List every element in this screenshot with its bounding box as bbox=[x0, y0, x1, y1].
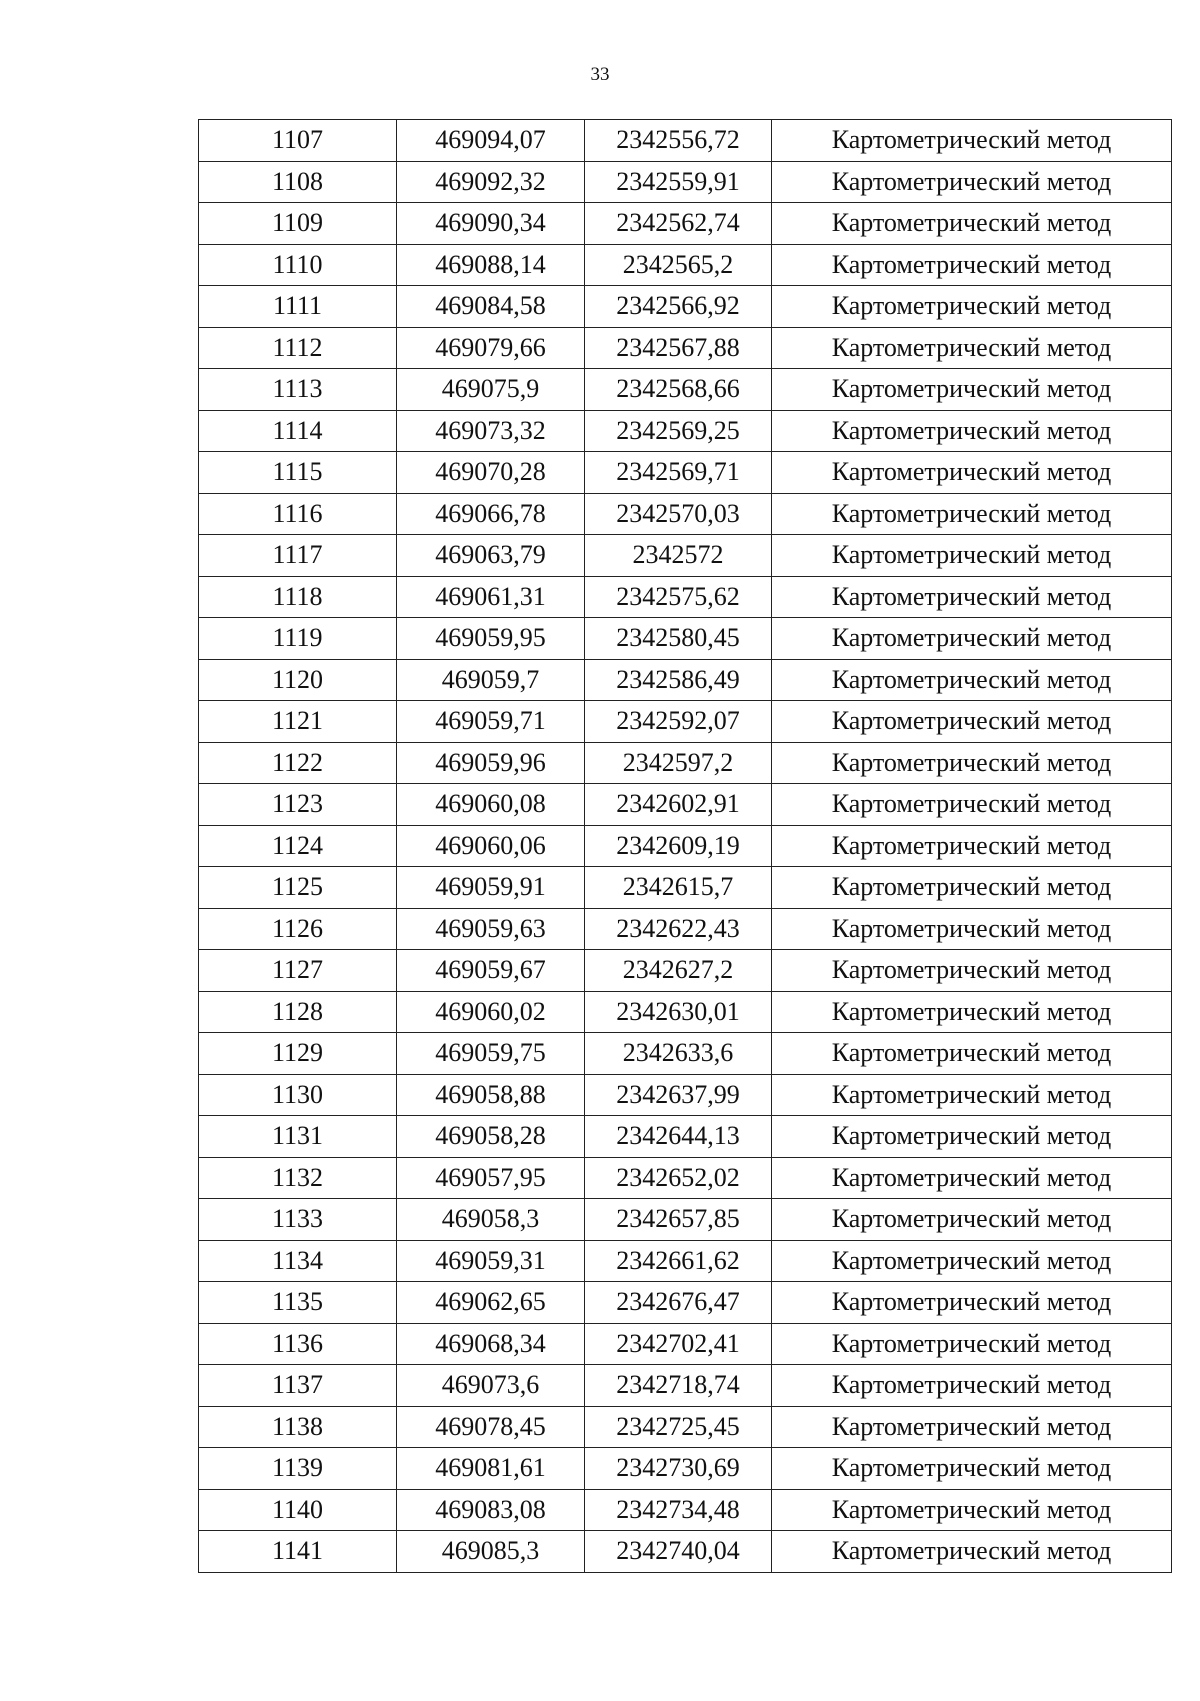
method-cell: Картометрический метод bbox=[772, 742, 1172, 784]
table-row bbox=[199, 950, 1172, 992]
table-row bbox=[199, 1323, 1172, 1365]
x-coordinate-cell: 469073,32 bbox=[397, 410, 585, 452]
x-coordinate-cell: 469059,75 bbox=[397, 1033, 585, 1075]
x-coordinate-cell: 469078,45 bbox=[397, 1406, 585, 1448]
method-cell: Картометрический метод bbox=[772, 493, 1172, 535]
x-coordinate-cell: 469092,32 bbox=[397, 161, 585, 203]
point-number-cell: 1111 bbox=[199, 286, 397, 328]
y-coordinate-cell: 2342661,62 bbox=[585, 1240, 772, 1282]
table-row bbox=[199, 327, 1172, 369]
y-coordinate-cell: 2342592,07 bbox=[585, 701, 772, 743]
point-number-cell: 1131 bbox=[199, 1116, 397, 1158]
table-row bbox=[199, 244, 1172, 286]
table-row bbox=[199, 369, 1172, 411]
x-coordinate-cell: 469059,7 bbox=[397, 659, 585, 701]
x-coordinate-cell: 469066,78 bbox=[397, 493, 585, 535]
coordinates-table-body bbox=[199, 120, 1172, 1573]
y-coordinate-cell: 2342740,04 bbox=[585, 1531, 772, 1573]
y-coordinate-cell: 2342637,99 bbox=[585, 1074, 772, 1116]
y-coordinate-cell: 2342562,74 bbox=[585, 203, 772, 245]
point-number-cell: 1112 bbox=[199, 327, 397, 369]
y-coordinate-cell: 2342575,62 bbox=[585, 576, 772, 618]
point-number-cell: 1119 bbox=[199, 618, 397, 660]
y-coordinate-cell: 2342566,92 bbox=[585, 286, 772, 328]
x-coordinate-cell: 469073,6 bbox=[397, 1365, 585, 1407]
table-row bbox=[199, 535, 1172, 577]
y-coordinate-cell: 2342730,69 bbox=[585, 1448, 772, 1490]
method-cell: Картометрический метод bbox=[772, 410, 1172, 452]
x-coordinate-cell: 469060,06 bbox=[397, 825, 585, 867]
method-cell: Картометрический метод bbox=[772, 244, 1172, 286]
x-coordinate-cell: 469085,3 bbox=[397, 1531, 585, 1573]
method-cell: Картометрический метод bbox=[772, 784, 1172, 826]
point-number-cell: 1132 bbox=[199, 1157, 397, 1199]
point-number-cell: 1110 bbox=[199, 244, 397, 286]
method-cell: Картометрический метод bbox=[772, 1157, 1172, 1199]
x-coordinate-cell: 469088,14 bbox=[397, 244, 585, 286]
y-coordinate-cell: 2342572 bbox=[585, 535, 772, 577]
y-coordinate-cell: 2342657,85 bbox=[585, 1199, 772, 1241]
point-number-cell: 1121 bbox=[199, 701, 397, 743]
x-coordinate-cell: 469090,34 bbox=[397, 203, 585, 245]
method-cell: Картометрический метод bbox=[772, 1365, 1172, 1407]
method-cell: Картометрический метод bbox=[772, 576, 1172, 618]
x-coordinate-cell: 469057,95 bbox=[397, 1157, 585, 1199]
y-coordinate-cell: 2342586,49 bbox=[585, 659, 772, 701]
method-cell: Картометрический метод bbox=[772, 1489, 1172, 1531]
point-number-cell: 1136 bbox=[199, 1323, 397, 1365]
point-number-cell: 1126 bbox=[199, 908, 397, 950]
method-cell: Картометрический метод bbox=[772, 1240, 1172, 1282]
table-row bbox=[199, 161, 1172, 203]
point-number-cell: 1116 bbox=[199, 493, 397, 535]
y-coordinate-cell: 2342718,74 bbox=[585, 1365, 772, 1407]
table-row bbox=[199, 1282, 1172, 1324]
y-coordinate-cell: 2342676,47 bbox=[585, 1282, 772, 1324]
table-row bbox=[199, 991, 1172, 1033]
point-number-cell: 1125 bbox=[199, 867, 397, 909]
y-coordinate-cell: 2342734,48 bbox=[585, 1489, 772, 1531]
point-number-cell: 1139 bbox=[199, 1448, 397, 1490]
method-cell: Картометрический метод bbox=[772, 659, 1172, 701]
method-cell: Картометрический метод bbox=[772, 950, 1172, 992]
table-row bbox=[199, 908, 1172, 950]
point-number-cell: 1108 bbox=[199, 161, 397, 203]
table-row bbox=[199, 1406, 1172, 1448]
table-row bbox=[199, 286, 1172, 328]
y-coordinate-cell: 2342567,88 bbox=[585, 327, 772, 369]
point-number-cell: 1109 bbox=[199, 203, 397, 245]
x-coordinate-cell: 469084,58 bbox=[397, 286, 585, 328]
x-coordinate-cell: 469060,02 bbox=[397, 991, 585, 1033]
method-cell: Картометрический метод bbox=[772, 1033, 1172, 1075]
x-coordinate-cell: 469068,34 bbox=[397, 1323, 585, 1365]
table-row bbox=[199, 1489, 1172, 1531]
table-row bbox=[199, 618, 1172, 660]
table-row bbox=[199, 825, 1172, 867]
method-cell: Картометрический метод bbox=[772, 618, 1172, 660]
y-coordinate-cell: 2342559,91 bbox=[585, 161, 772, 203]
y-coordinate-cell: 2342565,2 bbox=[585, 244, 772, 286]
point-number-cell: 1128 bbox=[199, 991, 397, 1033]
point-number-cell: 1114 bbox=[199, 410, 397, 452]
table-row bbox=[199, 1074, 1172, 1116]
table-row bbox=[199, 701, 1172, 743]
y-coordinate-cell: 2342609,19 bbox=[585, 825, 772, 867]
table-row bbox=[199, 1531, 1172, 1573]
table-row bbox=[199, 410, 1172, 452]
table-row bbox=[199, 1033, 1172, 1075]
method-cell: Картометрический метод bbox=[772, 452, 1172, 494]
method-cell: Картометрический метод bbox=[772, 1531, 1172, 1573]
x-coordinate-cell: 469059,96 bbox=[397, 742, 585, 784]
y-coordinate-cell: 2342569,71 bbox=[585, 452, 772, 494]
y-coordinate-cell: 2342725,45 bbox=[585, 1406, 772, 1448]
point-number-cell: 1113 bbox=[199, 369, 397, 411]
x-coordinate-cell: 469062,65 bbox=[397, 1282, 585, 1324]
x-coordinate-cell: 469061,31 bbox=[397, 576, 585, 618]
x-coordinate-cell: 469059,67 bbox=[397, 950, 585, 992]
x-coordinate-cell: 469079,66 bbox=[397, 327, 585, 369]
y-coordinate-cell: 2342652,02 bbox=[585, 1157, 772, 1199]
y-coordinate-cell: 2342627,2 bbox=[585, 950, 772, 992]
table-row bbox=[199, 203, 1172, 245]
table-row bbox=[199, 1157, 1172, 1199]
x-coordinate-cell: 469070,28 bbox=[397, 452, 585, 494]
x-coordinate-cell: 469083,08 bbox=[397, 1489, 585, 1531]
table-row bbox=[199, 1365, 1172, 1407]
point-number-cell: 1137 bbox=[199, 1365, 397, 1407]
x-coordinate-cell: 469094,07 bbox=[397, 120, 585, 162]
point-number-cell: 1124 bbox=[199, 825, 397, 867]
method-cell: Картометрический метод bbox=[772, 327, 1172, 369]
method-cell: Картометрический метод bbox=[772, 991, 1172, 1033]
point-number-cell: 1130 bbox=[199, 1074, 397, 1116]
method-cell: Картометрический метод bbox=[772, 701, 1172, 743]
method-cell: Картометрический метод bbox=[772, 908, 1172, 950]
table-row bbox=[199, 1116, 1172, 1158]
x-coordinate-cell: 469059,71 bbox=[397, 701, 585, 743]
y-coordinate-cell: 2342622,43 bbox=[585, 908, 772, 950]
y-coordinate-cell: 2342633,6 bbox=[585, 1033, 772, 1075]
point-number-cell: 1135 bbox=[199, 1282, 397, 1324]
point-number-cell: 1134 bbox=[199, 1240, 397, 1282]
method-cell: Картометрический метод bbox=[772, 1116, 1172, 1158]
method-cell: Картометрический метод bbox=[772, 1448, 1172, 1490]
y-coordinate-cell: 2342602,91 bbox=[585, 784, 772, 826]
point-number-cell: 1117 bbox=[199, 535, 397, 577]
method-cell: Картометрический метод bbox=[772, 120, 1172, 162]
method-cell: Картометрический метод bbox=[772, 1282, 1172, 1324]
x-coordinate-cell: 469058,88 bbox=[397, 1074, 585, 1116]
x-coordinate-cell: 469058,3 bbox=[397, 1199, 585, 1241]
y-coordinate-cell: 2342568,66 bbox=[585, 369, 772, 411]
y-coordinate-cell: 2342630,01 bbox=[585, 991, 772, 1033]
y-coordinate-cell: 2342644,13 bbox=[585, 1116, 772, 1158]
method-cell: Картометрический метод bbox=[772, 1074, 1172, 1116]
y-coordinate-cell: 2342570,03 bbox=[585, 493, 772, 535]
y-coordinate-cell: 2342580,45 bbox=[585, 618, 772, 660]
x-coordinate-cell: 469059,31 bbox=[397, 1240, 585, 1282]
table-row bbox=[199, 120, 1172, 162]
table-row bbox=[199, 1199, 1172, 1241]
method-cell: Картометрический метод bbox=[772, 369, 1172, 411]
method-cell: Картометрический метод bbox=[772, 825, 1172, 867]
method-cell: Картометрический метод bbox=[772, 867, 1172, 909]
point-number-cell: 1140 bbox=[199, 1489, 397, 1531]
table-row bbox=[199, 867, 1172, 909]
method-cell: Картометрический метод bbox=[772, 1406, 1172, 1448]
table-row bbox=[199, 1240, 1172, 1282]
point-number-cell: 1115 bbox=[199, 452, 397, 494]
point-number-cell: 1107 bbox=[199, 120, 397, 162]
point-number-cell: 1118 bbox=[199, 576, 397, 618]
method-cell: Картометрический метод bbox=[772, 203, 1172, 245]
x-coordinate-cell: 469075,9 bbox=[397, 369, 585, 411]
point-number-cell: 1120 bbox=[199, 659, 397, 701]
table-row bbox=[199, 742, 1172, 784]
x-coordinate-cell: 469058,28 bbox=[397, 1116, 585, 1158]
point-number-cell: 1141 bbox=[199, 1531, 397, 1573]
point-number-cell: 1123 bbox=[199, 784, 397, 826]
y-coordinate-cell: 2342615,7 bbox=[585, 867, 772, 909]
method-cell: Картометрический метод bbox=[772, 1323, 1172, 1365]
point-number-cell: 1122 bbox=[199, 742, 397, 784]
point-number-cell: 1127 bbox=[199, 950, 397, 992]
table-row bbox=[199, 493, 1172, 535]
y-coordinate-cell: 2342556,72 bbox=[585, 120, 772, 162]
x-coordinate-cell: 469059,95 bbox=[397, 618, 585, 660]
point-number-cell: 1133 bbox=[199, 1199, 397, 1241]
x-coordinate-cell: 469081,61 bbox=[397, 1448, 585, 1490]
table-row bbox=[199, 1448, 1172, 1490]
point-number-cell: 1138 bbox=[199, 1406, 397, 1448]
point-number-cell: 1129 bbox=[199, 1033, 397, 1075]
table-row bbox=[199, 659, 1172, 701]
method-cell: Картометрический метод bbox=[772, 1199, 1172, 1241]
method-cell: Картометрический метод bbox=[772, 535, 1172, 577]
x-coordinate-cell: 469060,08 bbox=[397, 784, 585, 826]
y-coordinate-cell: 2342702,41 bbox=[585, 1323, 772, 1365]
x-coordinate-cell: 469059,63 bbox=[397, 908, 585, 950]
method-cell: Картометрический метод bbox=[772, 286, 1172, 328]
y-coordinate-cell: 2342597,2 bbox=[585, 742, 772, 784]
x-coordinate-cell: 469059,91 bbox=[397, 867, 585, 909]
x-coordinate-cell: 469063,79 bbox=[397, 535, 585, 577]
coordinates-table bbox=[198, 119, 1172, 1573]
y-coordinate-cell: 2342569,25 bbox=[585, 410, 772, 452]
table-row bbox=[199, 784, 1172, 826]
page-number: 33 bbox=[590, 64, 610, 85]
method-cell: Картометрический метод bbox=[772, 161, 1172, 203]
table-row bbox=[199, 452, 1172, 494]
table-row bbox=[199, 576, 1172, 618]
